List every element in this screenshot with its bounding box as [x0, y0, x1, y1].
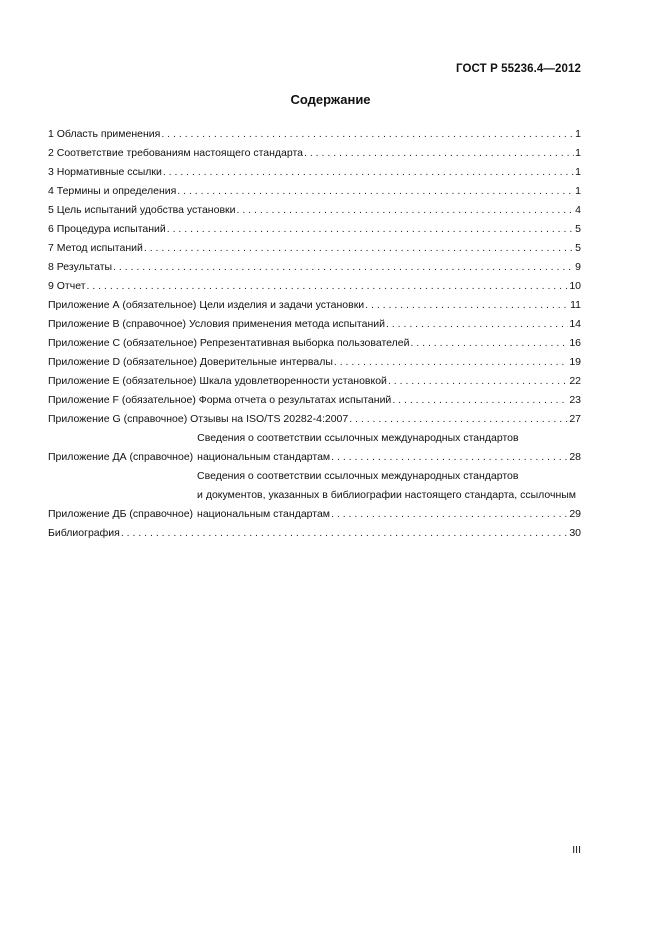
toc-entry-line: Сведения о соответствии ссылочных международных стандартов — [197, 432, 519, 444]
toc-entry-bibliography[interactable] — [48, 524, 581, 543]
toc-entry-line: национальным стандартам — [197, 508, 331, 520]
toc-entry-appendix-da[interactable] — [48, 429, 581, 467]
toc-leader-dots — [161, 125, 574, 144]
toc-leader-dots — [386, 315, 568, 334]
toc-leader-dots — [365, 296, 569, 315]
page-number: III — [572, 844, 581, 856]
toc-entry-line: национальным стандартам — [197, 451, 331, 463]
toc-entry-prefix: Приложение ДА (справочное) — [48, 451, 194, 463]
toc-leader-dots — [236, 201, 574, 220]
toc-entry-label: 6 Процедура испытаний — [48, 223, 166, 235]
toc-entry[interactable] — [48, 391, 581, 410]
toc-entry-label: Приложение G (справочное) Отзывы на ISO/TS 20282-4:2007 — [48, 413, 349, 425]
toc-entry[interactable] — [48, 220, 581, 239]
toc-entry-label: 9 Отчет — [48, 280, 86, 292]
toc-entry-label: Приложение В (справочное) Условия применения метода испытаний — [48, 318, 385, 330]
toc-entry-label: Библиография — [48, 527, 120, 539]
toc-page-number: 1 — [575, 128, 581, 140]
toc-entry-label: Приложение С (обязательное) Репрезентативная выборка пользователей — [48, 337, 410, 349]
toc-entry[interactable] — [48, 144, 581, 163]
toc-page-number: 23 — [569, 394, 581, 406]
toc-page-number: 4 — [575, 204, 581, 216]
toc-page-number: 5 — [575, 242, 581, 254]
toc-entry-label: 4 Термины и определения — [48, 185, 177, 197]
toc-page-number: 22 — [569, 375, 581, 387]
toc-entry-label: Приложение Е (обязательное) Шкала удовлетворенности установкой — [48, 375, 387, 387]
toc-leader-dots — [331, 505, 568, 524]
toc-page-number: 1 — [575, 147, 581, 159]
toc-page-number: 5 — [575, 223, 581, 235]
toc-entry[interactable] — [48, 372, 581, 391]
page-title: Содержание — [290, 92, 371, 107]
toc-leader-dots — [331, 448, 568, 467]
toc-page-number: 28 — [569, 451, 581, 463]
toc-entry[interactable] — [48, 296, 581, 315]
toc-page-number: 27 — [569, 413, 581, 425]
toc-entry[interactable] — [48, 201, 581, 220]
toc-page-number: 1 — [575, 166, 581, 178]
toc-entry-line: и документов, указанных в библиографии настоящего стандарта, ссылочным — [197, 489, 577, 501]
toc-entry-label: 2 Соответствие требованиям настоящего стандарта — [48, 147, 304, 159]
toc-page-number: 19 — [569, 356, 581, 368]
toc-entry[interactable] — [48, 163, 581, 182]
toc-entry-label: Приложение D (обязательное) Доверительные интервалы — [48, 356, 333, 368]
toc-entry[interactable] — [48, 125, 581, 144]
toc-leader-dots — [113, 258, 574, 277]
toc-leader-dots — [304, 144, 574, 163]
toc-entry-label: 5 Цель испытаний удобства установки — [48, 204, 236, 216]
toc-page-number: 9 — [575, 261, 581, 273]
toc-entry[interactable] — [48, 410, 581, 429]
toc-entry[interactable] — [48, 315, 581, 334]
toc-entry-label: 7 Метод испытаний — [48, 242, 143, 254]
toc-leader-dots — [87, 277, 569, 296]
toc-leader-dots — [144, 239, 574, 258]
toc-entry-label: 1 Область применения — [48, 128, 161, 140]
toc-page-number: 14 — [569, 318, 581, 330]
toc-entry[interactable] — [48, 353, 581, 372]
toc-entry[interactable] — [48, 182, 581, 201]
toc-entry-line: Сведения о соответствии ссылочных международных стандартов — [197, 470, 519, 482]
toc-entry[interactable] — [48, 277, 581, 296]
toc-leader-dots — [392, 391, 568, 410]
toc-leader-dots — [167, 220, 574, 239]
toc-leader-dots — [349, 410, 568, 429]
toc-entry-label: 3 Нормативные ссылки — [48, 166, 162, 178]
toc-page-number: 30 — [569, 527, 581, 539]
toc-leader-dots — [177, 182, 574, 201]
document-code: ГОСТ Р 55236.4—2012 — [456, 63, 581, 75]
toc-entry-label: 8 Результаты — [48, 261, 113, 273]
toc-entry-label: Приложение А (обязательное) Цели изделия и задачи установки — [48, 299, 365, 311]
toc-page-number: 16 — [569, 337, 581, 349]
toc-page-number: 11 — [570, 299, 581, 311]
toc-leader-dots — [388, 372, 568, 391]
toc-entry-prefix: Приложение ДБ (справочное) — [48, 508, 194, 520]
toc-leader-dots — [121, 524, 568, 543]
toc-leader-dots — [410, 334, 568, 353]
toc-page-number: 1 — [575, 185, 581, 197]
toc-entry[interactable] — [48, 258, 581, 277]
toc-entry-label: Приложение F (обязательное) Форма отчета о результатах испытаний — [48, 394, 392, 406]
toc-leader-dots — [163, 163, 574, 182]
toc-page-number: 29 — [569, 508, 581, 520]
toc-entry[interactable] — [48, 334, 581, 353]
toc-leader-dots — [334, 353, 568, 372]
table-of-contents — [48, 125, 581, 543]
toc-entry-appendix-db[interactable] — [48, 467, 581, 524]
toc-page-number: 10 — [569, 280, 581, 292]
toc-entry[interactable] — [48, 239, 581, 258]
